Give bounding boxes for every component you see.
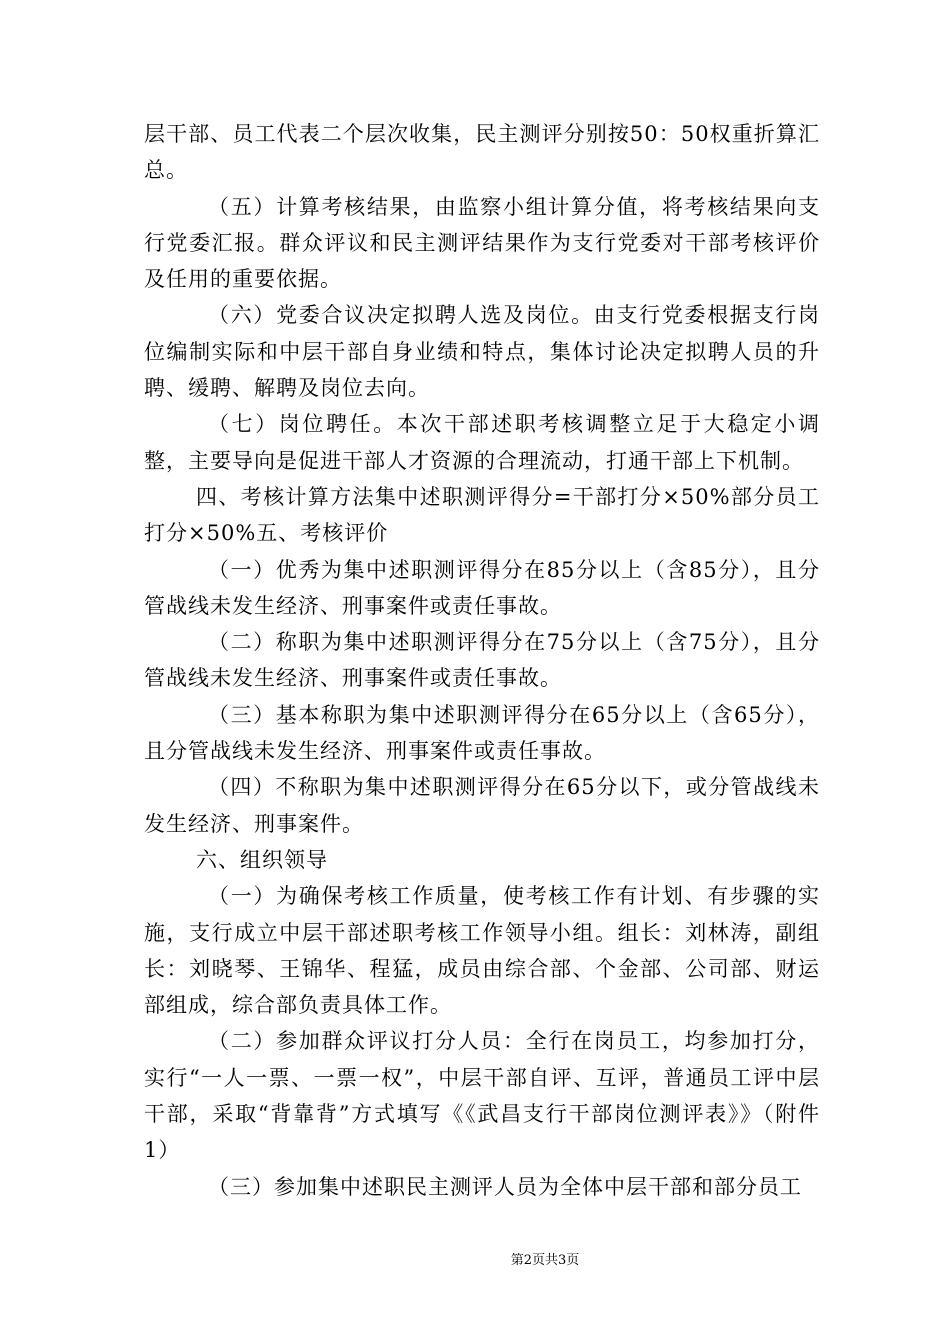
paragraph-item-6: （六）党委合议决定拟聘人选及岗位。由支行党委根据支行岗位编制实际和中层干部自身业绩和特点，集体讨论决定拟聘人员的升聘、缓聘、解聘及岗位去向。: [144, 303, 820, 401]
paragraph-org-2: （二）参加群众评议打分人员：全行在岗员工，均参加打分，实行“一人一票、一票一权”，中层干部自评、互评，普通员工评中层干部，采取“背靠背”方式填写《《武昌支行干部岗位测评表》》（附件1）: [144, 1029, 820, 1163]
paragraph-item-7: （七）岗位聘任。本次干部述职考核调整立足于大稳定小调整，主要导向是促进干部人才资源的合理流动，打通干部上下机制。: [144, 412, 820, 473]
paragraph-eval-1: （一）优秀为集中述职测评得分在85分以上（含85分），且分管战线未发生经济、刑事案件或责任事故。: [144, 557, 820, 618]
document-body: [144, 116, 820, 1205]
paragraph-eval-3: （三）基本称职为集中述职测评得分在65分以上（含65分），且分管战线未发生经济、刑事案件或责任事故。: [144, 702, 820, 764]
page-footer: [0, 1249, 950, 1268]
section-heading-4: 四、考核计算方法集中述职测评得分=干部打分×50%部分员工打分×50%五、考核评价: [144, 484, 820, 546]
page-number-label: 第2页共3页: [510, 1253, 580, 1268]
paragraph-org-1: （一）为确保考核工作质量，使考核工作有计划、有步骤的实施，支行成立中层干部述职考核工作领导小组。组长：刘林涛，副组长：刘晓琴、王锦华、程猛，成员由综合部、个金部、公司部、财运部组成，综合部负责具体工作。: [144, 884, 820, 1018]
paragraph-org-3: （三）参加集中述职民主测评人员为全体中层干部和部分员工: [208, 1174, 802, 1199]
paragraph-eval-4: （四）不称职为集中述职测评得分在65分以下，或分管战线未发生经济、刑事案件。: [144, 775, 820, 836]
paragraph-eval-2: （二）称职为集中述职测评得分在75分以上（含75分），且分管战线未发生经济、刑事案件或责任事故。: [144, 630, 820, 691]
section-heading-6: 六、组织领导: [196, 847, 328, 872]
paragraph-item-5: （五）计算考核结果，由监察小组计算分值，将考核结果向支行党委汇报。群众评议和民主测评结果作为支行党委对干部考核评价及任用的重要依据。: [144, 194, 820, 292]
paragraph-continuation: 层干部、员工代表二个层次收集，民主测评分别按50：50权重折算汇总。: [144, 122, 820, 183]
